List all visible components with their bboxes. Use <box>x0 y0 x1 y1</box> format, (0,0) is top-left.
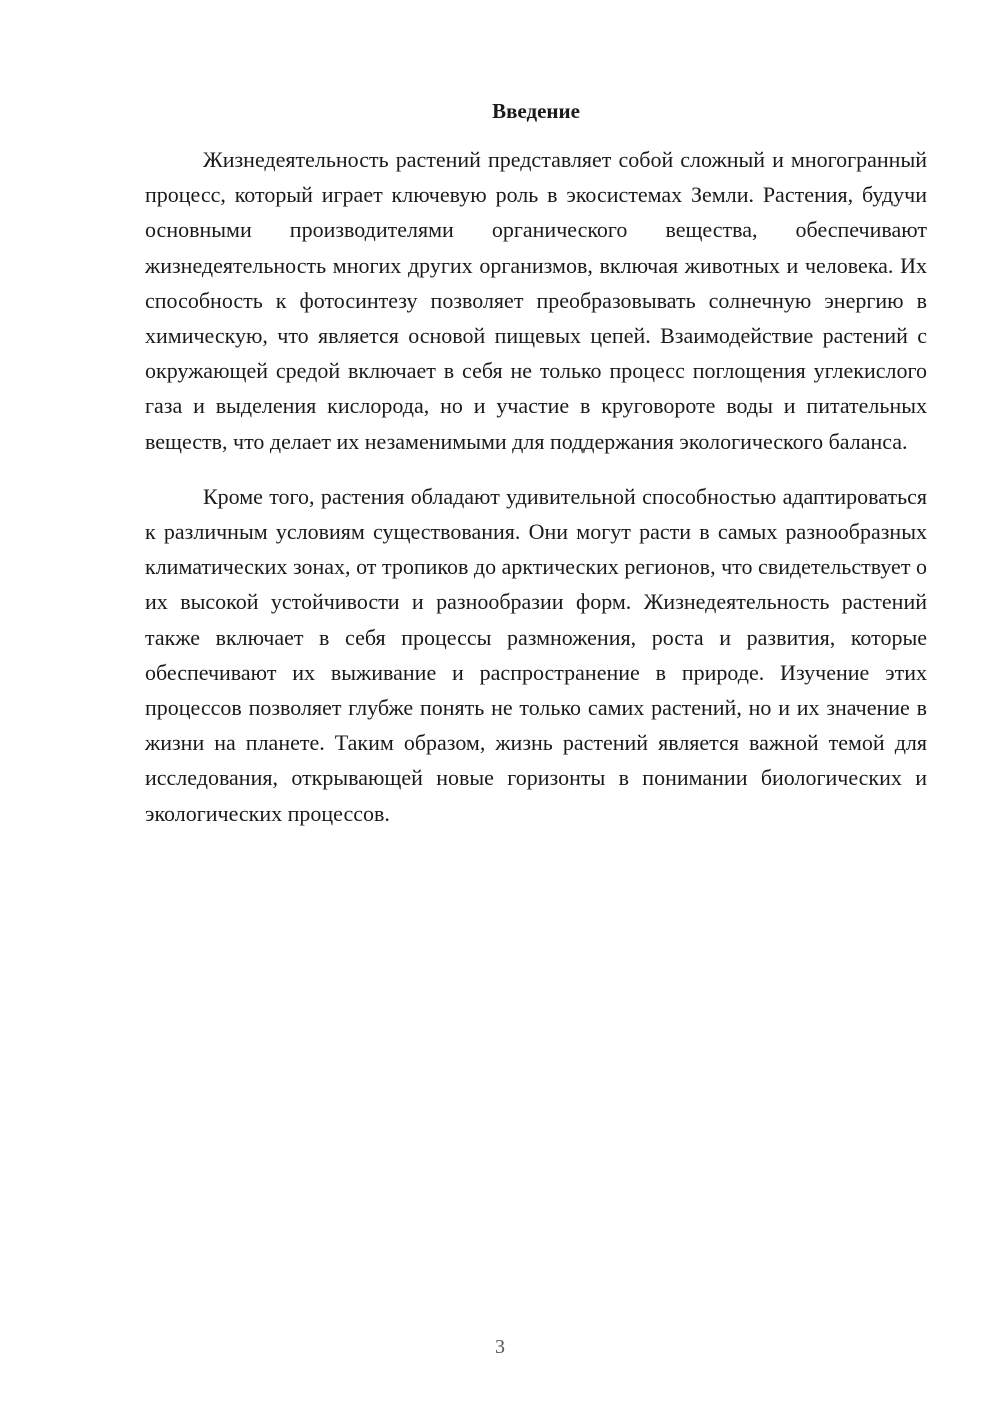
page-number: 3 <box>495 1336 505 1358</box>
paragraph-1: Жизнедеятельность растений представляет собой сложный и многогранный процесс, который играет ключевую роль в экосистемах Земли. Растения, будучи основными производителями органического вещества, обеспечивают жизнедеятельность многих других организмов, включая животных и человека. Их способность к фотосинтезу позволяет преобразовывать солнечную энергию в химическую, что является основой пищевых цепей. Взаимодействие растений с окружающей средой включает в себя не только процесс поглощения углекислого газа и выделения кислорода, но и участие в круговороте воды и питательных веществ, что делает их незаменимыми для поддержания экологического баланса. <box>145 147 927 454</box>
body-text <box>145 142 927 831</box>
paragraph-2: Кроме того, растения обладают удивительной способностью адаптироваться к различным условиям существования. Они могут расти в самых разнообразных климатических зонах, от тропиков до арктических регионов, что свидетельствует о их высокой устойчивости и разнообразии форм. Жизнедеятельность растений также включает в себя процессы размножения, роста и развития, которые обеспечивают их выживание и распространение в природе. Изучение этих процессов позволяет глубже понять не только самих растений, но и их значение в жизни на планете. Таким образом, жизнь растений является важной темой для исследования, открывающей новые горизонты в понимании биологических и экологических процессов. <box>145 483 927 826</box>
section-heading: Введение <box>492 99 580 123</box>
